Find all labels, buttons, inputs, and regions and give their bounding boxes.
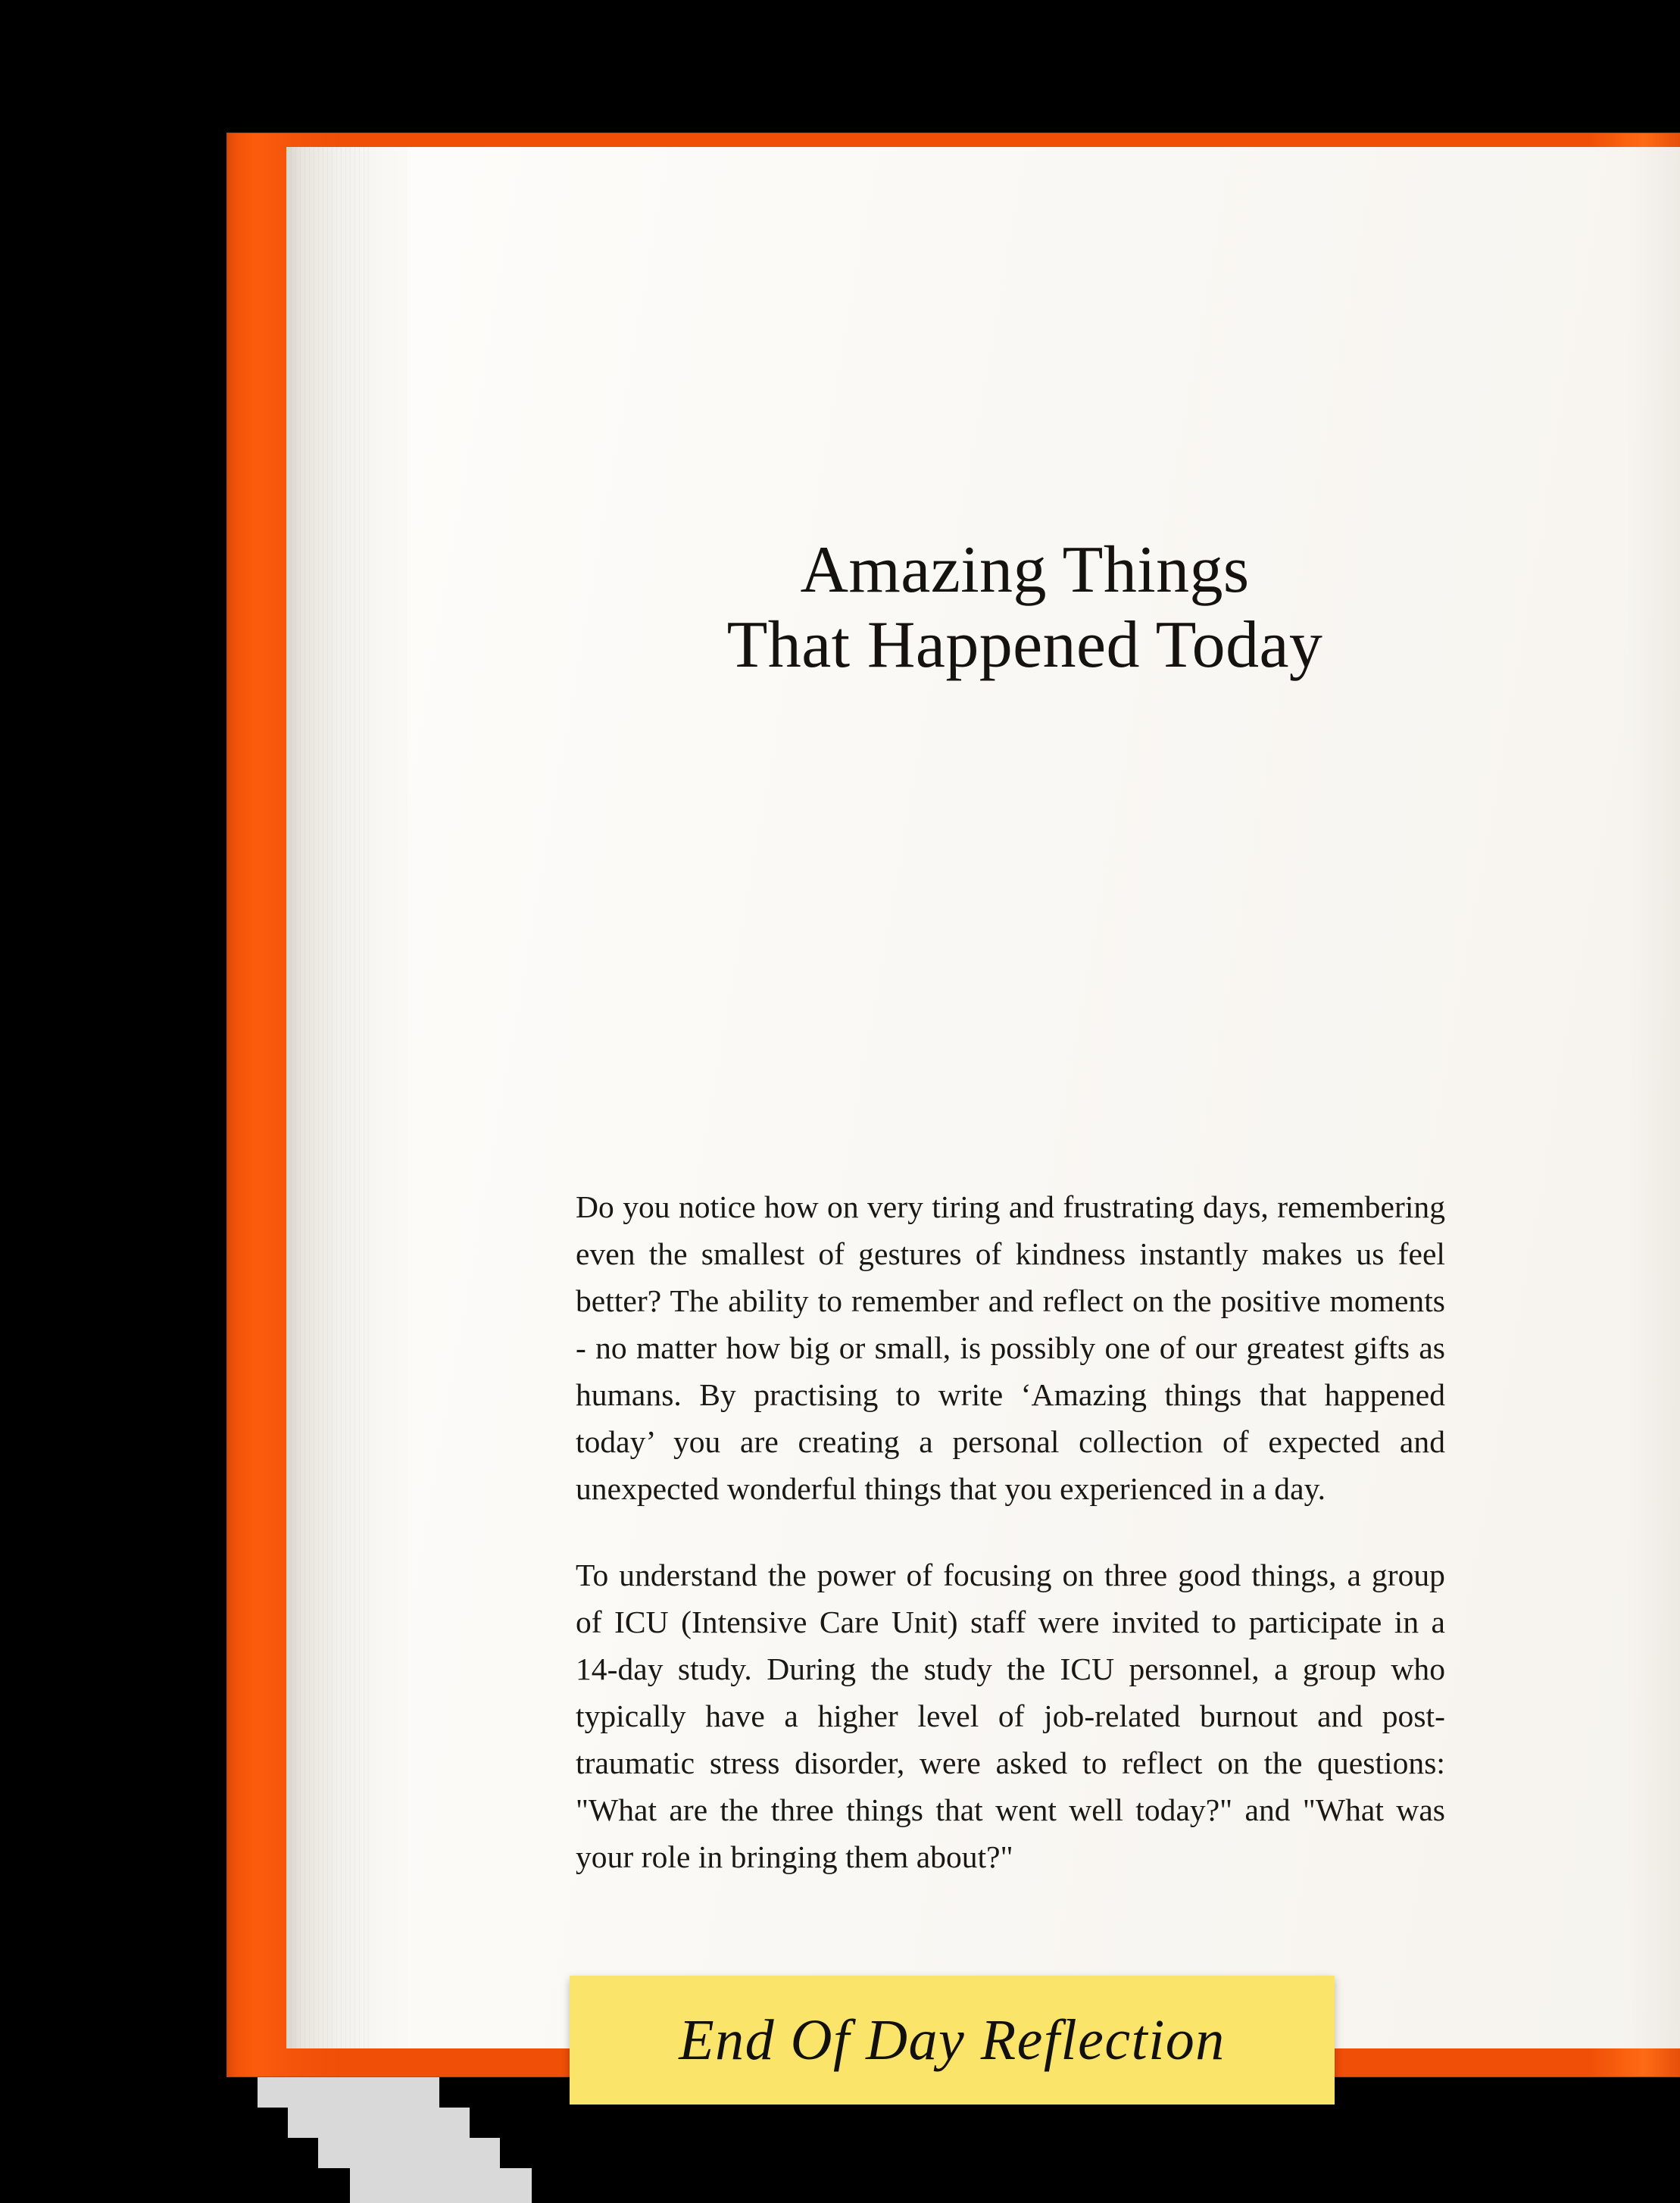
footer-banner-label: End Of Day Reflection bbox=[679, 2008, 1226, 2072]
shadow-step bbox=[318, 2138, 500, 2168]
page-title-line-2: That Happened Today bbox=[726, 608, 1323, 683]
paragraph: Do you notice how on very tiring and frustrating days, remembering even the smallest of gestures of kindness instantly makes us feel better? The ability to remember and reflect on the positive moments - no matter how big or small, is possibly one of our greatest gifts as humans. By practising to write ‘Amazing things that happened today’ you are creating a personal collection of expected and unexpected wonderful things that you experienced in a day. bbox=[576, 1189, 1445, 1507]
shadow-step bbox=[288, 2108, 470, 2138]
page-title-line-1: Amazing Things bbox=[800, 533, 1250, 607]
book-page bbox=[286, 147, 1680, 2048]
shadow-step bbox=[258, 2077, 439, 2108]
page-content bbox=[536, 147, 1513, 2048]
footer-banner bbox=[570, 1976, 1335, 2105]
paragraph: To understand the power of focusing on three good things, a group of ICU (Intensive Care Unit) staff were invited to participate in a 14-day study. During the study the ICU personnel, a group who typically have a higher level of job-related burnout and post-traumatic stress disorder, were asked to reflect on the questions: "What are the three things that went well today?" and "What was your role in bringing them about?" bbox=[576, 1558, 1445, 1875]
body-text bbox=[576, 1183, 1445, 1880]
page-edge-stack bbox=[286, 147, 370, 2048]
shadow-step bbox=[350, 2168, 532, 2203]
page-title bbox=[536, 533, 1513, 683]
